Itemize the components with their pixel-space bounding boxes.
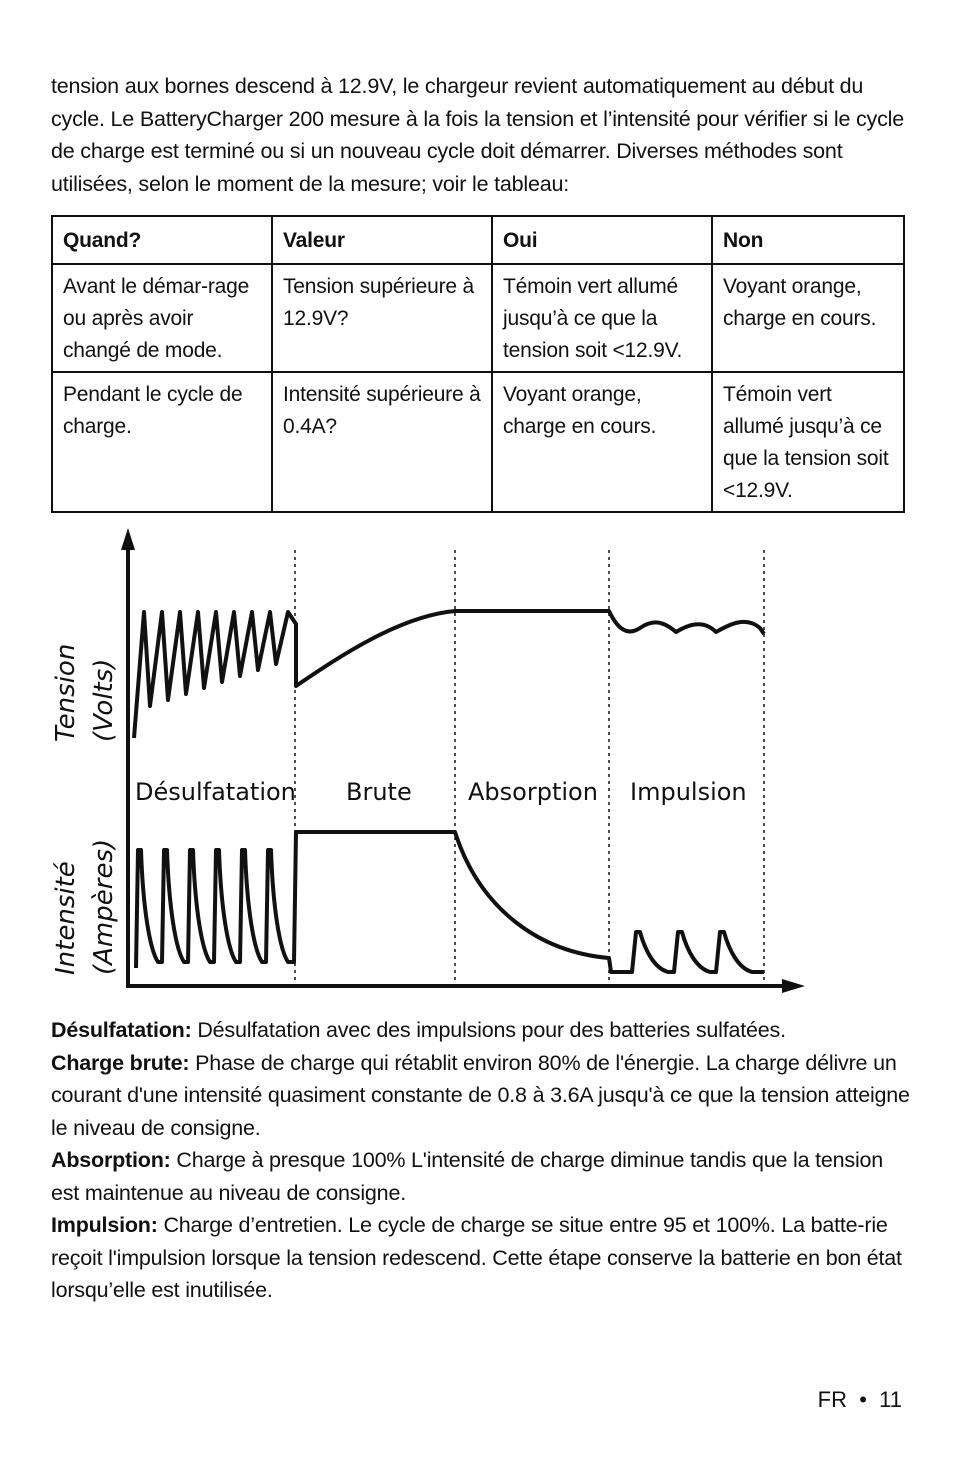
definition-term: Désulfatation:: [51, 1018, 192, 1042]
table-cell: Tension supérieure à 12.9V?: [272, 264, 492, 372]
definition-term: Impulsion:: [51, 1213, 158, 1237]
phase-label-brute: Brute: [346, 778, 412, 806]
definition-text: Phase de charge qui rétablit environ 80% de l'énergie. La charge délivre un courant d'une intensité quasiment constante de 0.8 à 3.6A jusqu'à ce que la tension atteigne le niveau de consigne.: [51, 1050, 910, 1140]
voltage-curve: [134, 611, 764, 738]
table-cell: Témoin vert allumé jusqu’à ce que la tension soit <12.9V.: [492, 264, 712, 372]
table-cell: Avant le démar-rage ou après avoir changé de mode.: [52, 264, 272, 372]
table-cell: Voyant orange, charge en cours.: [712, 264, 904, 372]
definition-term: Absorption:: [51, 1148, 171, 1172]
table-header-row: [52, 216, 904, 264]
page-footer: FR • 11: [817, 1387, 902, 1412]
phase-label-absorption: Absorption: [468, 778, 598, 806]
definition-charge-brute: [51, 1047, 913, 1145]
definition-text: Charge à presque 100% L'intensité de charge diminue tandis que la tension est maintenue au niveau de consigne.: [51, 1148, 884, 1205]
definition-absorption: [51, 1144, 913, 1209]
intro-paragraph: [51, 70, 907, 200]
table-row: [52, 372, 904, 512]
y-axis-arrow: [121, 528, 135, 550]
table-cell: Voyant orange, charge en cours.: [492, 372, 712, 512]
header-yes: Oui: [492, 216, 712, 264]
intro-text: tension aux bornes descend à 12.9V, le chargeur revient automatiquement au début du cycle. Le BatteryCharger 200 mesure à la fois la tension et l’intensité pour vérifier si le cycle de charge est terminé ou si un nouveau cycle doit démarrer. Diverses méthodes sont utilisées, selon le moment de la mesure; voir le tableau:: [51, 74, 904, 196]
x-axis-arrow: [782, 979, 805, 993]
table-cell: Pendant le cycle de charge.: [52, 372, 272, 512]
current-axis-label-line1: Intensité: [51, 861, 81, 975]
definition-desulfatation: [51, 1014, 913, 1047]
header-value: Valeur: [272, 216, 492, 264]
charge-check-table: [51, 215, 905, 513]
charge-cycle-diagram: [40, 520, 830, 1010]
phase-separators: [295, 550, 764, 990]
definition-text: Désulfatation avec des impulsions pour des batteries sulfatées.: [191, 1018, 786, 1042]
voltage-axis-label-line1: Tension: [51, 643, 81, 742]
current-axis-label-line2: (Ampères): [89, 838, 119, 975]
header-no: Non: [712, 216, 904, 264]
table-cell: Témoin vert allumé jusqu’à ce que la tension soit <12.9V.: [712, 372, 904, 512]
current-curve: [136, 832, 764, 972]
table-cell: Intensité supérieure à 0.4A?: [272, 372, 492, 512]
voltage-axis-label-line2: (Volts): [89, 658, 119, 742]
phase-label-impulsion: Impulsion: [630, 778, 747, 806]
definition-term: Charge brute:: [51, 1050, 190, 1075]
phase-definitions: [51, 1014, 913, 1307]
phase-label-desulfatation: Désulfatation: [135, 778, 296, 806]
header-when: Quand?: [52, 216, 272, 264]
table-row: [52, 264, 904, 372]
definition-text: Charge d’entretien. Le cycle de charge se situe entre 95 et 100%. La batte-rie reçoit l'impulsion lorsque la tension redescend. Cette étape conserve la batterie en bon état lorsqu’elle est inutilisée.: [51, 1213, 902, 1302]
definition-impulsion: [51, 1209, 913, 1307]
